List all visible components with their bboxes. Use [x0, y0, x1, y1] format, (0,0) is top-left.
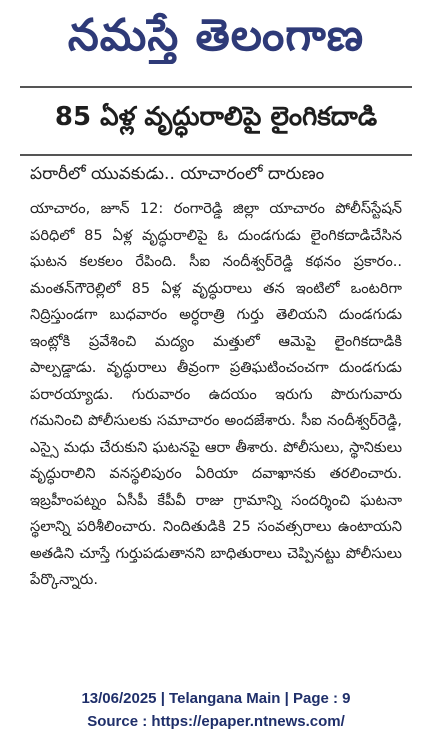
publication-info: 13/06/2025 | Telangana Main | Page : 9: [81, 690, 351, 707]
source-link[interactable]: Source : https://epaper.ntnews.com/: [87, 713, 345, 730]
newspaper-masthead: నమస్తే తెలంగాణ: [67, 10, 365, 61]
article-headline: 85 ఏళ్ల వృద్ధురాలిపై లైంగికదాడి: [54, 102, 378, 132]
article-subheadline: పరారీలో యువకుడు.. యాచారంలో దారుణం: [30, 164, 325, 184]
headline-divider: [20, 154, 412, 156]
top-divider: [20, 86, 412, 88]
article-body: యాచారం, జూన్ 12: రంగారెడ్డి జిల్లా యాచారం పోలీస్‌స్టేషన్ పరిధిలో 85 ఏళ్ల వృద్ధురాలిపై ఓ దుండగుడు లైంగికదాడిచేసిన ఘటన కలకలం రేపింది. సీఐ నందీశ్వర్‌రెడ్డి కథనం ప్రకారం.. మంతన్‌గౌరెల్లిలో 85 ఏళ్ల వృద్ధురాలు తన ఇంటిలో ఒంటరిగా నిద్రిస్తుండగా బుధవారం అర్ధరాత్రి గుర్తు తెలియని దుండగుడు ఇంట్లోకి ప్రవేశించి మద్యం మత్తులో ఆమెపై లైంగికదాడికి పాల్పడ్డాడు. వృద్ధురాలు తీవ్రంగా ప్రతిఘటించంచగా దుండగుడు పరారయ్యాడు. గురువారం ఉదయం ఇరుగు పొరుగువారు గమనించి పోలీసులకు సమాచారం అందజేశారు. సీఐ నందీశ్వర్‌రెడ్డి, ఎస్సై మధు చేరుకుని ఘటనపై ఆరా తీశారు. పోలీసులు, స్థానికులు వృద్ధురాలిని వనస్థలిపురం ఏరియా దవాఖానకు తరలించారు. ఇబ్రహీంపట్నం ఏసీపీ కేపీవీ రాజు గ్రామాన్ని సందర్శించి ఘటనా స్థలాన్ని పరిశీలించారు. నిందితుడికి 25 సంవత్సరాలు ఉంటాయని అతడిని చూస్తే గుర్తుపడుతానని బాధితురాలు చెప్పినట్టు పోలీసులు పేర్కొన్నారు.: [30, 200, 402, 588]
